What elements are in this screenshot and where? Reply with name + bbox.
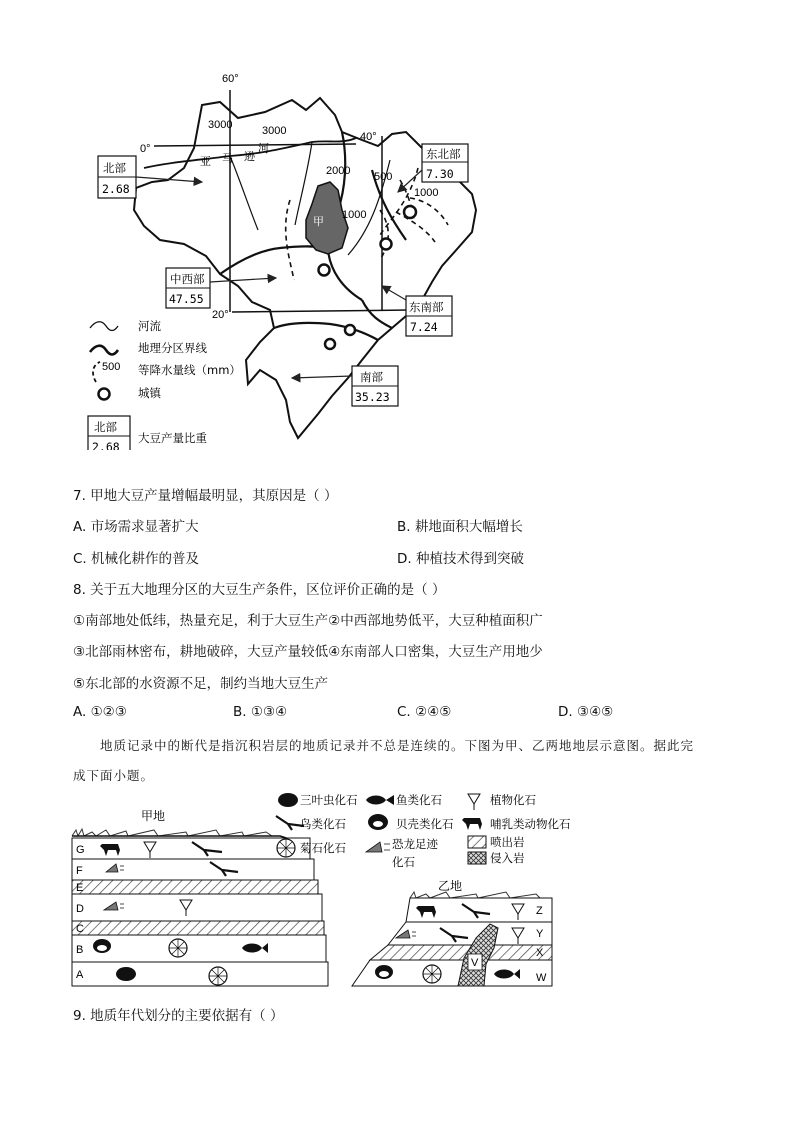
legend-isohyet-sample: 500 (102, 361, 121, 373)
contour-label: 1000 (414, 187, 439, 199)
lon-40-label: 40° (360, 131, 377, 143)
legend-boundary-label: 地理分区界线 (138, 341, 207, 355)
jia-layer-letter: A (76, 969, 84, 981)
plant-fossil-icon (468, 794, 480, 810)
jia-layer-letter: F (76, 865, 83, 877)
tributary-river (230, 156, 258, 230)
yi-layer-letter: Z (536, 905, 543, 917)
passage-intro-line: 地质记录中的断代是指沉积岩层的地质记录并不总是连续的。下图为甲、乙两地地层示意图。据此完 (100, 738, 695, 753)
strata-diagram (66, 788, 596, 990)
strata-legend (276, 793, 571, 869)
site-yi-label: 乙地 (438, 879, 463, 893)
legend-isohyet-label: 等降水量线（mm） (138, 363, 241, 377)
jia-layer-letter: B (76, 944, 84, 956)
region-boundary (274, 323, 378, 340)
passage-intro-line: 成下面小题。 (73, 768, 155, 783)
svg-text:鱼类化石: 鱼类化石 (396, 793, 442, 807)
svg-text:7.24: 7.24 (410, 320, 438, 334)
river-name-char: 河 (258, 143, 269, 155)
q8-stem: 8. 关于五大地理分区的大豆生产条件，区位评价正确的是（ ） (73, 582, 446, 598)
jia-layer-letter: E (76, 882, 84, 894)
svg-text:南部: 南部 (360, 370, 383, 384)
isohyet (286, 200, 294, 280)
svg-text:东北部: 东北部 (426, 147, 461, 161)
svg-text:恐龙足迹: 恐龙足迹 (392, 837, 438, 851)
yi-layer-letter: Y (536, 928, 544, 940)
q7-stem: 7. 甲地大豆产量增幅最明显，其原因是（ ） (73, 488, 338, 504)
yi-layer-letter: W (536, 972, 547, 984)
river-name-char: 亚 (200, 156, 211, 168)
yi-layer-letter: X (536, 947, 544, 959)
svg-text:鸟类化石: 鸟类化石 (300, 817, 346, 831)
yi-column (352, 892, 552, 986)
contour-label: 500 (374, 171, 393, 183)
svg-text:7.30: 7.30 (426, 167, 454, 181)
q7-option-d[interactable]: D. 种植技术得到突破 (397, 551, 524, 567)
area-jia-label: 甲 (313, 216, 324, 228)
svg-text:侵入岩: 侵入岩 (490, 851, 525, 865)
q8-statement-line: ⑤东北部的水资源不足，制约当地大豆生产 (73, 676, 329, 692)
svg-text:化石: 化石 (392, 855, 415, 869)
region-boundary (220, 246, 328, 274)
svg-text:植物化石: 植物化石 (490, 793, 536, 807)
map-legend (88, 319, 241, 450)
q8-option-b[interactable]: B. ①③④ (233, 704, 288, 720)
q9-stem: 9. 地质年代划分的主要依据有（ ） (73, 1008, 284, 1024)
svg-text:北部: 北部 (103, 161, 126, 175)
intrusive-rock-swatch (468, 852, 486, 864)
fish-fossil-icon (366, 795, 394, 805)
contour-label: 3000 (208, 119, 233, 131)
svg-text:中西部: 中西部 (170, 272, 205, 286)
jia-layer-letter: G (76, 844, 85, 856)
mammal-fossil-icon (462, 818, 482, 830)
svg-text:菊石化石: 菊石化石 (300, 841, 346, 855)
town-marker (325, 339, 335, 349)
svg-text:2.68: 2.68 (102, 182, 130, 196)
dinosaur-footprint-icon (366, 842, 390, 852)
brazil-soybean-map (80, 60, 500, 450)
legend-box-name: 北部 (94, 420, 117, 434)
q8-statement-line: ①南部地处低纬，热量充足，利于大豆生产②中西部地势低平，大豆种植面积广 (73, 613, 543, 629)
lat-20-label: 20° (212, 309, 229, 321)
q8-option-c[interactable]: C. ②④⑤ (397, 704, 452, 720)
region-box-south (292, 366, 398, 406)
svg-text:47.55: 47.55 (169, 292, 204, 306)
region-boundary (362, 300, 392, 328)
site-jia-label: 甲地 (141, 809, 166, 823)
legend-town-label: 城镇 (138, 386, 161, 400)
region-box-northeast (398, 144, 468, 192)
trilobite-fossil-icon (116, 967, 136, 981)
isohyet (380, 210, 388, 260)
isohyet-legend-icon (93, 362, 100, 382)
svg-text:35.23: 35.23 (355, 390, 390, 404)
river-name-char: 逊 (244, 151, 255, 163)
trilobite-fossil-icon (278, 793, 298, 807)
equator (154, 144, 356, 146)
svg-text:贝壳类化石: 贝壳类化石 (396, 817, 454, 831)
river-legend-icon (90, 322, 118, 331)
jia-layer-letter: D (76, 903, 84, 915)
svg-text:三叶虫化石: 三叶虫化石 (300, 793, 358, 807)
contour-label: 1000 (342, 209, 367, 221)
legend-box-value: 2.68 (92, 440, 120, 450)
legend-river-label: 河流 (138, 319, 161, 333)
town-legend-icon (99, 389, 110, 400)
svg-text:东南部: 东南部 (409, 300, 444, 314)
q7-option-b[interactable]: B. 耕地面积大幅增长 (397, 519, 523, 535)
town-marker (319, 265, 330, 276)
contour-label: 3000 (262, 125, 287, 137)
town-marker (404, 206, 416, 218)
svg-text:哺乳类动物化石: 哺乳类动物化石 (490, 817, 571, 831)
contour-label: 2000 (326, 165, 351, 177)
q8-statement-line: ③北部雨林密布，耕地破碎，大豆产量较低④东南部人口密集，大豆生产用地少 (73, 644, 543, 660)
q8-option-d[interactable]: D. ③④⑤ (558, 704, 614, 720)
intrusion-label: V (471, 957, 479, 969)
jia-column (72, 829, 328, 986)
parallel-20s (232, 310, 410, 312)
river-name-char: 马 (222, 153, 233, 165)
lon-60-label: 60° (222, 73, 239, 85)
q8-option-a[interactable]: A. ①②③ (73, 704, 127, 720)
jia-layer-letter: C (76, 923, 84, 935)
boundary-legend-icon (90, 346, 118, 355)
legend-box-label: 大豆产量比重 (138, 431, 207, 445)
svg-text:喷出岩: 喷出岩 (490, 835, 525, 849)
q7-option-a[interactable]: A. 市场需求显著扩大 (73, 519, 199, 535)
town-marker (345, 325, 355, 335)
q7-option-c[interactable]: C. 机械化耕作的普及 (73, 551, 200, 567)
lat-0-label: 0° (140, 143, 151, 155)
extrusive-rock-swatch (468, 836, 486, 848)
town-marker (381, 239, 392, 250)
